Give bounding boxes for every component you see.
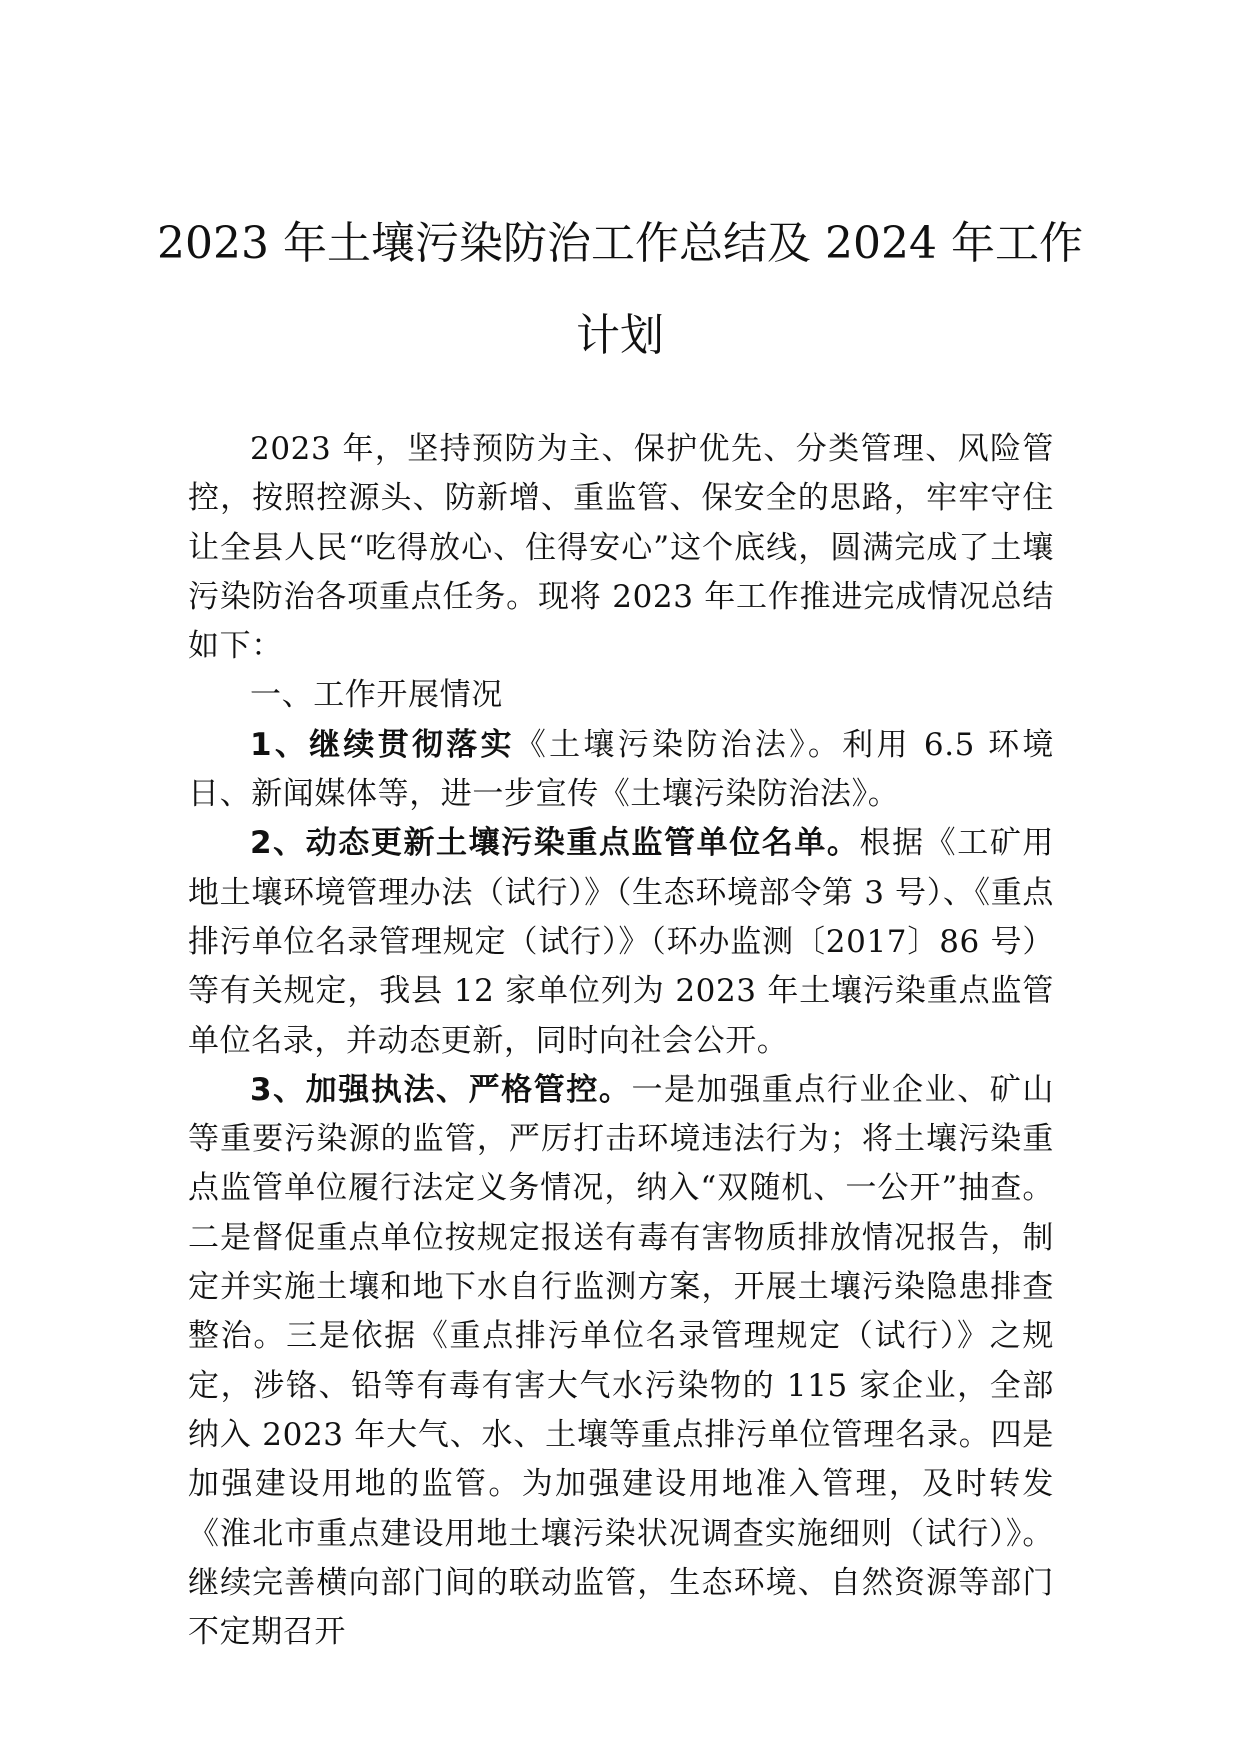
item-lead-3: 3、加强执法、严格管控。 [250,1071,632,1108]
item-paragraph-3 [188,1066,1054,1658]
item-text-3: 一是加强重点行业企业、矿山等重要污染源的监管，严厉打击环境违法行为；将土壤污染重点监管单位履行法定义务情况，纳入“双随机、一公开”抽查。二是督促重点单位按规定报送有毒有害物质排放情况报告，制定并实施土壤和地下水自行监测方案，开展土壤污染隐患排查整治。三是依据《重点排污单位名录管理规定（试行）》之规定，涉铬、铅等有毒有害大气水污染物的 115 家企业，全部纳入 2023 年大气、水、土壤等重点排污单位管理名录。四是加强建设用地的监管。为加强建设用地准入管理，及时转发《淮北市重点建设用地土壤污染状况调查实施细则（试行）》。继续完善横向部门间的联动监管，生态环境、自然资源等部门不定期召开 [188,1071,1054,1651]
item-paragraph-2 [188,819,1054,1065]
item-paragraph-1 [188,721,1054,820]
section-heading: 一、工作开展情况 [250,677,503,714]
item-lead-1: 1、继续贯彻落实 [250,726,515,763]
intro-paragraph: 2023 年，坚持预防为主、保护优先、分类管理、风险管控，按照控源头、防新增、重监管、保安全的思路，牢牢守住让全县人民“吃得放心、住得安心”这个底线，圆满完成了土壤污染防治各项重点任务。现将 2023 年工作推进完成情况总结如下： [188,431,1054,665]
document-body [188,425,1054,1657]
document-title: 2023 年土壤污染防治工作总结及 2024 年工作计划 [157,218,1083,361]
item-lead-2: 2、动态更新土壤污染重点监管单位名单。 [250,825,860,862]
item-text-2: 根据《工矿用地土壤环境管理办法（试行）》（生态环境部令第 3 号）、《重点排污单位名录管理规定（试行）》（环办监测〔2017〕86 号）等有关规定，我县 12 家单位列为 2023 年土壤污染重点监管单位名录，并动态更新，同时向社会公开。 [188,825,1054,1059]
item-text-1: 《土壤污染防治法》。利用 6.5 环境日、新闻媒体等，进一步宣传《土壤污染防治法》。 [188,726,1054,813]
